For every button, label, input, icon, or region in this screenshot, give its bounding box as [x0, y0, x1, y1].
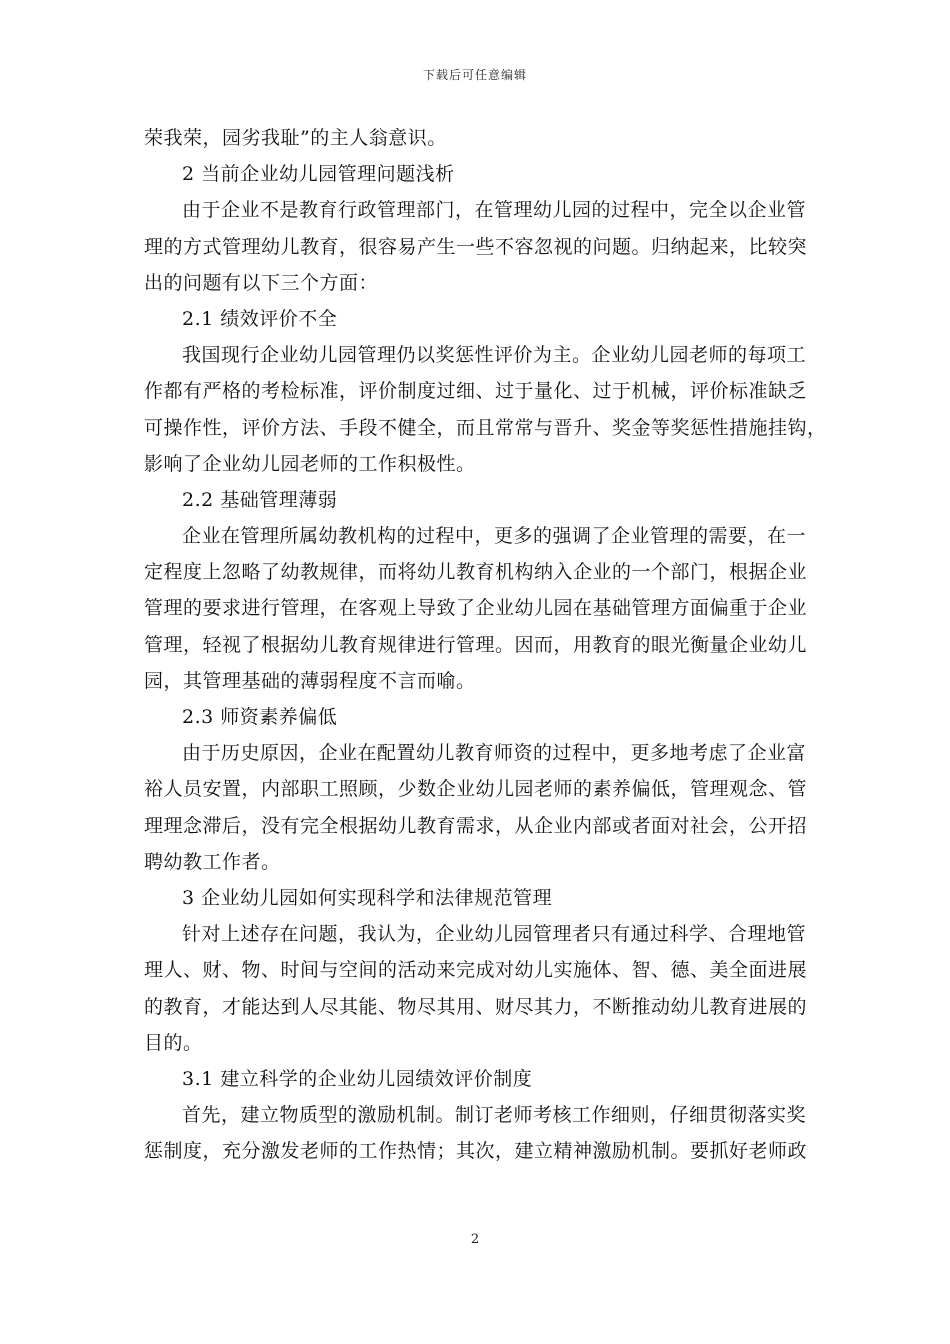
text-line: 定程度上忽略了幼教规律，而将幼儿教育机构纳入企业的一个部门，根据企业 [144, 561, 808, 584]
text-line: 可操作性，评价方法、手段不健全，而且常常与晋升、奖金等奖惩性措施挂钩， [144, 416, 827, 439]
page-number: 2 [470, 1232, 480, 1247]
text-line: 理理念滞后，没有完全根据幼儿教育需求，从企业内部或者面对社会，公开招 [144, 814, 808, 837]
text-line: 理的方式管理幼儿教育，很容易产生一些不容忽视的问题。归纳起来，比较突 [144, 235, 808, 258]
text-line: 管理的要求进行管理，在客观上导致了企业幼儿园在基础管理方面偏重于企业 [144, 597, 808, 620]
page-header: 下载后可任意编辑 [422, 68, 527, 82]
text-line: 理人、财、物、时间与空间的活动来完成对幼儿实施体、智、德、美全面进展 [144, 959, 808, 982]
text-line: 惩制度，充分激发老师的工作热情；其次，建立精神激励机制。要抓好老师政 [144, 1140, 808, 1163]
text-line: 的教育，才能达到人尽其能、物尽其用、财尽其力，不断推动幼儿教育进展的 [144, 995, 808, 1018]
text-line: 影响了企业幼儿园老师的工作积极性。 [144, 452, 476, 475]
document-body [144, 120, 827, 1169]
text-line: 目的。 [144, 1031, 203, 1054]
text-line: 3 企业幼儿园如何实现科学和法律规范管理 [182, 886, 553, 909]
text-line: 2.2 基础管理薄弱 [182, 488, 338, 511]
text-line: 针对上述存在问题，我认为，企业幼儿园管理者只有通过科学、合理地管 [182, 923, 807, 946]
text-line: 作都有严格的考检标准，评价制度过细、过于量化、过于机械，评价标准缺乏 [144, 380, 808, 403]
text-line: 我国现行企业幼儿园管理仍以奖惩性评价为主。企业幼儿园老师的每项工 [182, 344, 807, 367]
text-line: 2.3 师资素养偏低 [182, 706, 338, 728]
text-line: 园，其管理基础的薄弱程度不言而喻。 [144, 669, 476, 692]
text-line: 2 当前企业幼儿园管理问题浅析 [182, 163, 455, 186]
text-line: 出的问题有以下三个方面： [144, 271, 379, 294]
text-line: 由于历史原因，企业在配置幼儿教育师资的过程中，更多地考虑了企业富 [182, 742, 807, 765]
text-line: 管理，轻视了根据幼儿教育规律进行管理。因而，用教育的眼光衡量企业幼儿 [144, 633, 808, 656]
text-line: 裕人员安置，内部职工照顾，少数企业幼儿园老师的素养偏低，管理观念、管 [144, 778, 808, 801]
text-line: 首先，建立物质型的激励机制。制订老师考核工作细则，仔细贯彻落实奖 [182, 1104, 807, 1127]
text-line: 2.1 绩效评价不全 [182, 307, 338, 330]
text-line: 聘幼教工作者。 [144, 850, 281, 873]
text-line: 企业在管理所属幼教机构的过程中，更多的强调了企业管理的需要，在一 [182, 525, 807, 548]
text-line: 3.1 建立科学的企业幼儿园绩效评价制度 [182, 1067, 533, 1090]
text-line: 由于企业不是教育行政管理部门，在管理幼儿园的过程中，完全以企业管 [182, 199, 807, 222]
text-line: 荣我荣，园劣我耻”的主人翁意识。 [144, 127, 447, 149]
